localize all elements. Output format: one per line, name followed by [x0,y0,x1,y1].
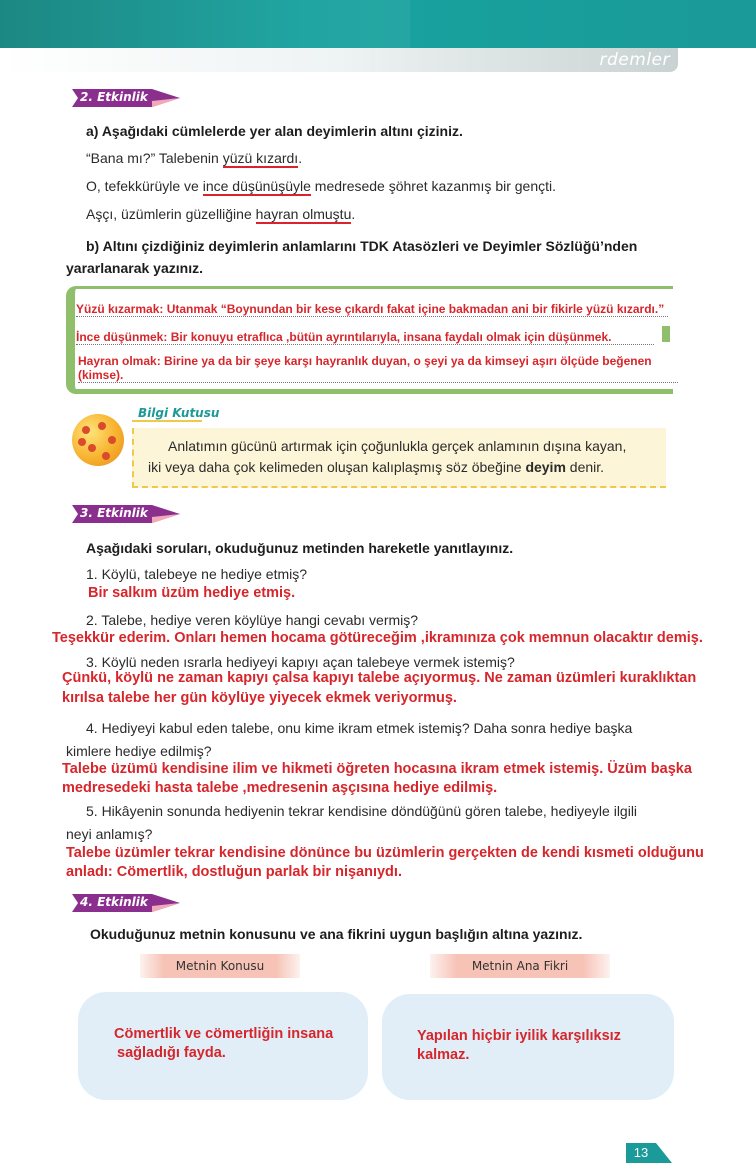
header-strip [0,48,678,72]
sentence-3: Aşçı, üzümlerin güzelliğine hayran olmuştu. [86,206,356,222]
info-box-title: Bilgi Kutusu [138,406,220,420]
info-line-1: Anlatımın gücünü artırmak için çoğunlukla gerçek anlamının dışına kayan, [168,438,627,454]
activity-3-instruction: Aşağıdaki soruları, okuduğunuz metinden hareketle yanıtlayınız. [86,540,514,556]
section-title: rdemler [599,50,670,70]
topic-answer-line-1: Cömertlik ve cömertliğin insana [114,1026,334,1042]
idiom-underline-2: ince düşünüşüyle [202,178,311,194]
meaning-answer-2: İnce düşünmek: Bir konuyu etraflıca ,bütün ayrıntılarıyla, insana faydalı olmak için düşünmek. [76,330,654,345]
answer-5-line-1: Talebe üzümler tekrar kendisine dönünce bu üzümlerin gerçekten de kendi kısmeti olduğunu [66,845,704,861]
idiom-underline-3: hayran olmuştu [255,206,352,222]
activity-4-instruction: Okuduğunuz metnin konusunu ve ana fikrini uygun başlığın altına yazınız. [90,926,583,942]
question-4-line-1: 4. Hediyeyi kabul eden talebe, onu kime ikram etmek istemiş? Daha sonra hediye başka [86,720,633,736]
activity-2-tag: 2. Etkinlik [68,87,178,109]
question-3: 3. Köylü neden ısrarla hediyeyi kapıyı açan talebeye vermek istemiş? [86,654,515,670]
idiom-underline-1: yüzü kızardı [222,150,299,166]
question-5-line-2: neyi anlamış? [66,826,153,842]
meaning-answer-1: Yüzü kızarmak: Utanmak “Boynundan bir kese çıkardı fakat içine bakmadan ani bir fikirle yüzü kızardı.” [76,302,668,317]
part-b-instruction-2: yararlanarak yazınız. [66,260,203,276]
info-line-2: iki veya daha çok kelimeden oluşan kalıplaşmış söz öbeğine deyim denir. [148,459,605,475]
question-4-line-2: kimlere hediye edilmiş? [66,743,212,759]
header-band [0,0,756,48]
question-1: 1. Köylü, talebeye ne hediye etmiş? [86,566,308,582]
answer-4-line-1: Talebe üzümü kendisine ilim ve hikmeti öğreten hocasına ikram etmek istemiş. Üzüm başka [62,761,692,777]
answer-box-tab [662,326,670,342]
answer-3-line-2: kırılsa talebe her gün köylüye yiyecek ekmek veriyormuş. [62,690,457,706]
answer-4-line-2: medresedeki hasta talebe ,medresenin aşçısına hediye edilmiş. [62,780,498,796]
main-idea-answer-line-2: kalmaz. [417,1047,470,1063]
meaning-answer-3: Hayran olmak: Birine ya da bir şeye karşı hayranlık duyan, o şeyi ya da kimseyi aşırı ölçüde beğenen (kimse). [78,354,678,383]
topic-label: Metnin Konusu [140,954,300,978]
answer-5-line-2: anladı: Cömertlik, dostluğun parlak bir nişanıydı. [66,864,402,880]
page-number: 13 [626,1143,656,1163]
question-2: 2. Talebe, hediye veren köylüye hangi cevabı vermiş? [86,612,419,628]
info-box [132,428,666,488]
activity-4-tag: 4. Etkinlik [68,892,178,914]
sentence-1: “Bana mı?” Talebenin yüzü kızardı. [86,150,303,166]
question-5-line-1: 5. Hikâyenin sonunda hediyenin tekrar kendisine döndüğünü gören talebe, hediyeyle ilgili [86,803,638,819]
answer-1: Bir salkım üzüm hediye etmiş. [88,585,296,601]
sentence-2: O, tefekkürüyle ve ince düşünüşüyle medresede şöhret kazanmış bir gençti. [86,178,557,194]
part-b-instruction-1: b) Altını çizdiğiniz deyimlerin anlamlarını TDK Atasözleri ve Deyimler Sözlüğü’nden [86,238,638,254]
main-idea-answer-line-1: Yapılan hiçbir iyilik karşılıksız [417,1028,621,1044]
topic-answer-line-2: sağladığı fayda. [117,1045,226,1061]
part-a-instruction: a) Aşağıdaki cümlelerde yer alan deyimlerin altını çiziniz. [86,123,463,139]
main-idea-label: Metnin Ana Fikri [430,954,610,978]
info-ball-icon [72,414,124,466]
answer-3-line-1: Çünkü, köylü ne zaman kapıyı çalsa kapıyı talebe açıyormuş. Ne zaman üzümleri kuraklıktan [62,670,697,686]
answer-2: Teşekkür ederim. Onları hemen hocama götüreceğim ,ikramınıza çok memnun olacaktır demiş. [52,630,703,646]
activity-3-tag: 3. Etkinlik [68,503,178,525]
page-number-tab [656,1143,672,1163]
info-title-underline [132,420,202,422]
